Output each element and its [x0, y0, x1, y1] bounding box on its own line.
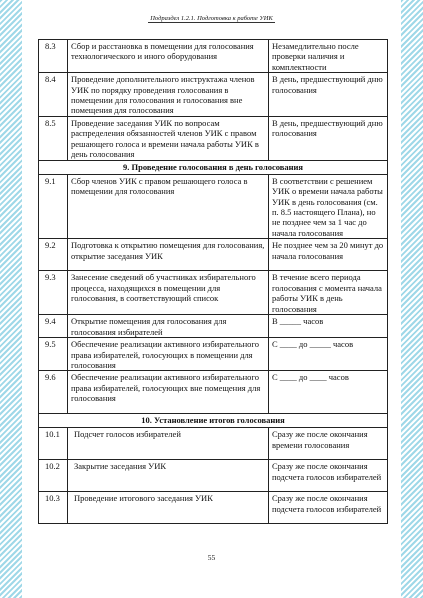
header-title: Подраздел 1.2.1. Подготовка к работе УИК: [150, 15, 273, 22]
item-number: 9.1: [39, 174, 68, 238]
table-row: [39, 73, 388, 117]
task-deadline: В день, предшествующий дню голосования: [269, 116, 388, 160]
page-number: 55: [207, 553, 216, 562]
table-row: [39, 460, 388, 492]
item-number: 9.4: [39, 315, 68, 338]
task-description: Сбор и расстановка в помещении для голосования технологического и иного оборудования: [68, 40, 269, 73]
task-deadline: Сразу же после окончания подсчета голосов избирателей: [269, 492, 388, 524]
plan-table: [38, 39, 388, 524]
task-deadline: С ____ до ____ часов: [269, 371, 388, 414]
item-number: 9.2: [39, 239, 68, 271]
table-row: [39, 371, 388, 414]
item-number: 9.5: [39, 338, 68, 371]
task-description: Проведение итогового заседания УИК: [68, 492, 269, 524]
task-deadline: Не позднее чем за 20 минут до начала голосования: [269, 239, 388, 271]
task-description: Обеспечение реализации активного избирательного права избирателей, голосующих вне помещения для голосования: [68, 371, 269, 414]
task-description: Занесение сведений об участниках избирательного процесса, находящихся в помещении для голосования, в соответствующий список: [68, 271, 269, 315]
table-row: [39, 271, 388, 315]
table-row: [39, 116, 388, 160]
item-number: 10.3: [39, 492, 68, 524]
left-decorative-border: [0, 0, 22, 598]
task-deadline: В день, предшествующий дню голосования: [269, 73, 388, 117]
section-heading: 10. Установление итогов голосования: [39, 414, 388, 428]
table-row: [39, 338, 388, 371]
task-description: Подготовка к открытию помещения для голосования, открытие заседания УИК: [68, 239, 269, 271]
task-deadline: Сразу же после окончания подсчета голосов избирателей: [269, 460, 388, 492]
task-description: Подсчет голосов избирателей: [68, 428, 269, 460]
task-deadline: В _____ часов: [269, 315, 388, 338]
item-number: 10.2: [39, 460, 68, 492]
task-description: Открытие помещения для голосования для голосования избирателей: [68, 315, 269, 338]
task-deadline: В течение всего периода голосования с момента начала работы УИК в день голосования: [269, 271, 388, 315]
task-description: Обеспечение реализации активного избирательного права избирателей, голосующих в помещении для голосования: [68, 338, 269, 371]
item-number: 9.3: [39, 271, 68, 315]
task-deadline: В соответствии с решением УИК о времени начала работы УИК в день голосования (см. п. 8.5 настоящего Плана), но не позднее чем за 1 час до начала голосования: [269, 174, 388, 238]
section-heading: 9. Проведение голосования в день голосования: [39, 160, 388, 174]
right-decorative-border: [401, 0, 423, 598]
table-row: [39, 40, 388, 73]
task-deadline: Незамедлительно после проверки наличия и комплектности: [269, 40, 388, 73]
plan-table-body: [39, 40, 388, 524]
table-row: [39, 428, 388, 460]
section-heading-row: [39, 414, 388, 428]
section-heading-row: [39, 160, 388, 174]
task-description: Проведение дополнительного инструктажа членов УИК по порядку проведения голосования в помещении для голосования и голосования вне помещения для голосования: [68, 73, 269, 117]
item-number: 10.1: [39, 428, 68, 460]
task-description: Сбор членов УИК с правом решающего голоса в помещении для голосования: [68, 174, 269, 238]
task-deadline: С ____ до _____ часов: [269, 338, 388, 371]
item-number: 8.3: [39, 40, 68, 73]
task-deadline: Сразу же после окончания времени голосования: [269, 428, 388, 460]
item-number: 8.5: [39, 116, 68, 160]
table-row: [39, 315, 388, 338]
table-row: [39, 239, 388, 271]
table-row: [39, 492, 388, 524]
running-header: [22, 15, 401, 22]
item-number: 9.6: [39, 371, 68, 414]
table-row: [39, 174, 388, 238]
task-description: Проведение заседания УИК по вопросам распределения обязанностей членов УИК с правом решающего голоса и времени начала работы УИК в день голосования: [68, 116, 269, 160]
item-number: 8.4: [39, 73, 68, 117]
task-description: Закрытие заседания УИК: [68, 460, 269, 492]
